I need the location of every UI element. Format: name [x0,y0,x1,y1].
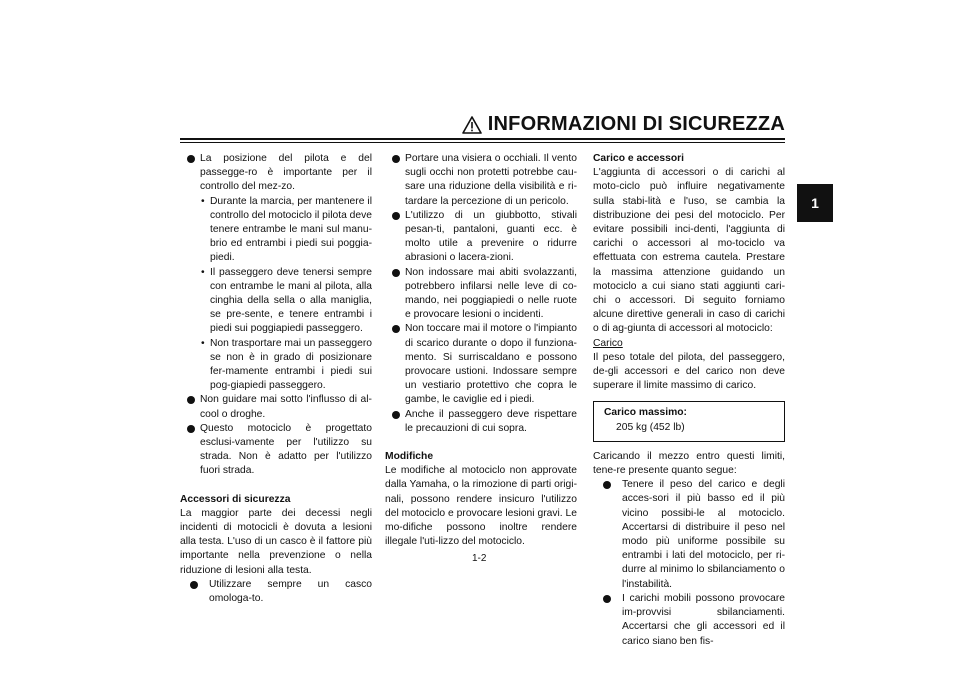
section-title-text: INFORMAZIONI DI SICUREZZA [487,113,785,135]
bullet-item: La posizione del pilota e del passegge-ro è importante per il controllo del mez-zo. [180,152,372,195]
bullet-dot-icon [187,396,195,404]
section-heading: Accessori di sicurezza [180,493,291,505]
bullet-dot-icon [392,155,400,163]
header-rule-thin [180,142,785,143]
small-bullet-icon: • [201,195,205,207]
paragraph: Caricando il mezzo entro questi limiti, tene-re presente quanto segue: [593,450,785,477]
section-heading: Carico e accessori [593,153,685,164]
section-title [462,113,785,136]
bullet-item: L'utilizzo di un giubbotto, stivali pesan-ti, pantaloni, guanti ecc. è molto utile a prevenire o ridurre abrasioni o lacera-zioni. [385,209,577,266]
paragraph: L'aggiunta di accessori o di carichi al moto-ciclo può influire negativamente sulla stabi-lità e l'uso, se cambia la distribuzione dei pesi del motociclo. Per evitare possibili inci-denti, l'aggiunta di carichi o accessori al mo-tociclo va effettuata con estrema cautela. Prestare la massima attenzione guidando un motociclo a cui siano stati aggiunti cari-chi o accessori. Di seguito forniamo alcune direttive generali in caso di carichi o di ag-giunta di accessori al motociclo: [593,167,785,335]
bullet-item: Questo motociclo è progettato esclusi-vamente per l'utilizzo su strada. Non è adatto per l'utilizzo fuori strada. [180,422,372,479]
small-bullet-icon: • [201,266,205,278]
bullet-item: Non indossare mai abiti svolazzanti, potrebbero infilarsi nelle leve di co-mando, nei poggiapiedi o nelle ruote e provocare lesioni o incidenti. [385,266,577,323]
bullet-item: Portare una visiera o occhiali. Il vento sugli occhi non protetti potrebbe cau-sare una riduzione della visibilità e ri-tardare la percezione di un pericolo. [385,152,577,209]
bullet-item: Non guidare mai sotto l'influsso di al-cool o droghe. [180,393,372,421]
bullet-item: Tenere il peso del carico e degli acces-sori il più basso ed il più vicino possibi-le al motociclo. Accertarsi di distribuire il peso nel modo più uniforme possibile su entrambi i lati del motociclo, per ri-durre al minimo lo sbilanciamento o l'instabilità. [593,478,785,592]
column-middle [385,152,577,549]
bullet-dot-icon [187,155,195,163]
bullet-dot-icon [392,269,400,277]
bullet-dot-icon [190,581,198,589]
column-right [593,152,785,649]
sub-bullet-item: • Non trasportare mai un passeggero se non è in grado di posizionare fer-mamente entrambi i piedi sui pog-giapiedi passeggero. [201,337,372,392]
small-bullet-icon: • [201,337,205,349]
paragraph: La maggior parte dei decessi negli incidenti di motocicli è dovuta a lesioni alla testa. L'uso di un casco è il fattore più importante nella prevenzione o nella riduzione di lesioni alla testa. [180,507,372,576]
warning-triangle-icon [462,116,482,134]
bullet-item: Non toccare mai il motore o l'impianto di scarico durante o dopo il funziona-mento. Si surriscaldano e possono provocare ustioni. Indossare sempre un vestiario protettivo che copra le gambe, le caviglie ed i piedi. [385,322,577,407]
max-load-box [593,401,785,441]
bullet-dot-icon [603,481,611,489]
paragraph: Le modifiche al motociclo non approvate dalla Yamaha, o la rimozione di parti origi-nali, possono rendere insicuro l'utilizzo del motociclo e provocare lesioni gravi. Le mo-difiche possono inoltre rendere illegale l'uti-lizzo del motociclo. [385,465,577,548]
bullet-dot-icon [392,411,400,419]
max-load-value: 205 kg (452 lb) [616,421,685,433]
bullet-item: Utilizzare sempre un casco omologa-to. [180,578,372,606]
max-load-label: Carico massimo: [604,407,687,419]
bullet-dot-icon [392,212,400,220]
bullet-item: I carichi mobili possono provocare im-provvisi sbilanciamenti. Accertarsi che gli accessori ed il carico siano ben fis- [593,592,785,649]
column-left [180,152,372,606]
sub-bullet-item: • Il passeggero deve tenersi sempre con entrambe le mani al pilota, alla cinghia della sella o alla maniglia, se pre-sente, e tenere entrambi i piedi sui poggiapiedi passeggero. [201,266,372,335]
bullet-dot-icon [187,425,195,433]
bullet-dot-icon [392,325,400,333]
bullet-dot-icon [603,595,611,603]
page-number: 1-2 [472,553,487,564]
subheading-underlined: Carico [593,337,623,349]
header-rule-thick [180,138,785,140]
chapter-tab: 1 [797,184,833,222]
paragraph: Il peso totale del pilota, del passeggero, de-gli accessori e del carico non deve superare il limite massimo di carico. [593,351,785,392]
bullet-item: Anche il passeggero deve rispettare le precauzioni di cui sopra. [385,408,577,436]
sub-bullet-item: • Durante la marcia, per mantenere il controllo del motociclo il pilota deve tenere entrambe le mani sul manu-brio ed entrambi i piedi sui poggia-piedi. [201,195,372,264]
section-heading: Modifiche [385,451,434,463]
